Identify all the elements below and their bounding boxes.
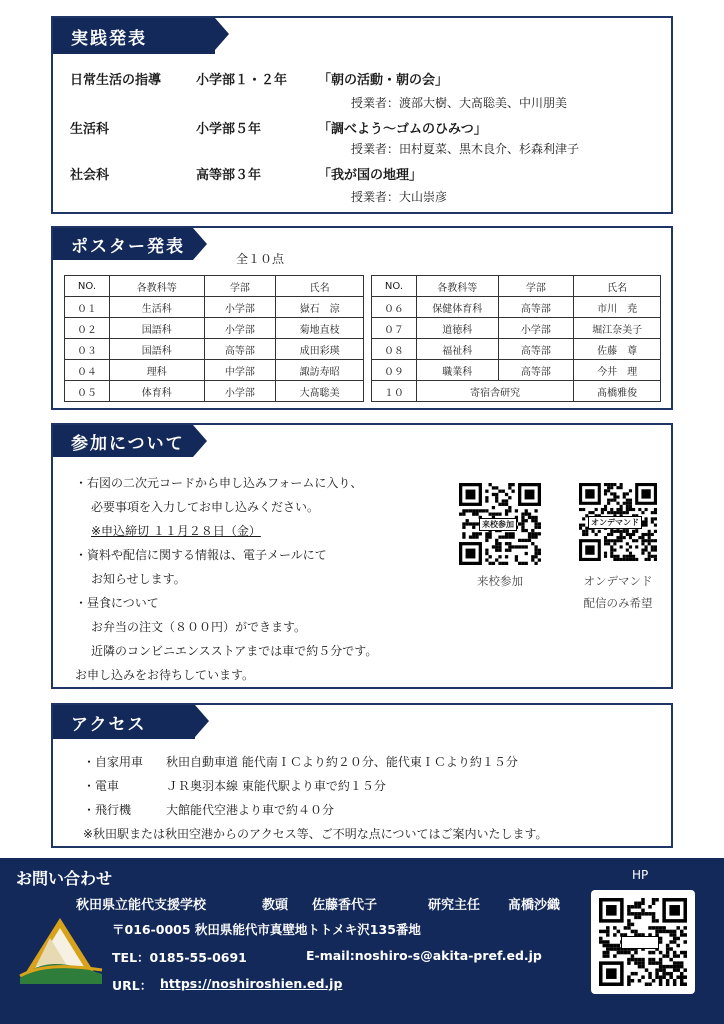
cell-name: 成田彩瑛 (276, 339, 364, 360)
contact-title: お問い合わせ (16, 869, 113, 888)
cell-dept: 高等部 (498, 339, 574, 360)
practice-grade-3: 高等部３年 (196, 168, 262, 183)
cell-no: ０２ (65, 318, 110, 339)
participation-line-1: ・右図の二次元コードから申し込みフォームに入り、 (75, 476, 363, 490)
poster-section (51, 226, 673, 410)
practice-section (51, 16, 673, 214)
cell-name: 菊地直枝 (276, 318, 364, 339)
table-row (65, 381, 364, 402)
table-row (372, 381, 661, 402)
col-header-dept: 学部 (498, 276, 574, 297)
cell-subject: 国語科 (109, 318, 204, 339)
cell-subject: 道徳科 (416, 318, 498, 339)
poster-table-right (371, 275, 661, 402)
access-mode-train: ・電車 (83, 779, 120, 793)
table-row (372, 318, 661, 339)
cell-subject: 福祉科 (416, 339, 498, 360)
cell-dept: 高等部 (204, 339, 276, 360)
access-mode-plane: ・飛行機 (83, 803, 132, 817)
cell-no: ０３ (65, 339, 110, 360)
practice-teachers-1: 授業者：渡部大樹、大髙聡美、中川朋美 (351, 96, 568, 110)
poster-title: ポスター発表 (53, 228, 193, 260)
cell-name: 今井 理 (574, 360, 661, 381)
practice-subject-1: 日常生活の指導 (70, 73, 162, 88)
table-row (372, 339, 661, 360)
access-detail-train: ＪＲ奥羽本線 東能代駅より車で約１５分 (166, 779, 386, 793)
contact-tel: TEL：0185-55-0691 (112, 950, 247, 965)
practice-title: 実践発表 (53, 18, 215, 54)
qr-code-onsite[interactable] (459, 483, 541, 565)
col-header-subject: 各教科等 (416, 276, 498, 297)
cell-no: １０ (372, 381, 417, 402)
contact-person-2: 髙橋沙織 (508, 898, 561, 913)
table-row (65, 339, 364, 360)
table-row (372, 360, 661, 381)
col-header-name: 氏名 (574, 276, 661, 297)
participation-line-5: お知らせします。 (91, 572, 186, 586)
participation-deadline: ※申込締切 １１月２８日（金） (91, 524, 261, 538)
access-mode-car: ・自家用車 (83, 755, 144, 769)
practice-theme-2: 「調べよう～ゴムのひみつ」 (318, 122, 487, 137)
practice-subject-3: 社会科 (70, 168, 110, 183)
col-header-dept: 学部 (204, 276, 276, 297)
cell-dept: 小学部 (204, 381, 276, 402)
practice-grade-1: 小学部１・２年 (196, 73, 288, 88)
table-row (65, 318, 364, 339)
cell-name: 佐藤 尊 (574, 339, 661, 360)
participation-section (51, 423, 673, 689)
contact-person-1: 佐藤香代子 (312, 898, 378, 913)
cell-subject: 職業科 (416, 360, 498, 381)
mountain-logo-icon (16, 914, 104, 988)
poster-count: 全１０点 (236, 252, 285, 266)
cell-dept: 高等部 (498, 360, 574, 381)
practice-theme-1: 「朝の活動・朝の会」 (318, 73, 449, 88)
practice-theme-3: 「我が国の地理」 (318, 168, 423, 183)
cell-name: 市川 尭 (574, 297, 661, 318)
school-logo (16, 914, 104, 988)
cell-no: ０７ (372, 318, 417, 339)
contact-footer (0, 858, 724, 1024)
qr-code-homepage[interactable] (591, 890, 695, 994)
cell-name: 髙橋雅俊 (574, 381, 661, 402)
cell-subject: 体育科 (109, 381, 204, 402)
cell-dept: 小学部 (498, 318, 574, 339)
cell-subject: 生活科 (109, 297, 204, 318)
contact-address: 〒016-0005 秋田県能代市真壁地トトメキ沢135番地 (112, 922, 421, 937)
access-detail-plane: 大館能代空港より車で約４０分 (166, 803, 335, 817)
qr-caption-ondemand-1: オンデマンド (583, 574, 653, 588)
col-header-name: 氏名 (276, 276, 364, 297)
poster-table-left (64, 275, 364, 402)
participation-line-8: 近隣のコンビニエンスストアまでは車で約５分です。 (91, 644, 378, 658)
col-header-no: NO. (65, 276, 110, 297)
qr-caption-onsite: 来校参加 (477, 574, 523, 588)
cell-dept: 小学部 (204, 297, 276, 318)
table-row (65, 360, 364, 381)
cell-no: ０４ (65, 360, 110, 381)
participation-line-9: お申し込みをお待ちしています。 (75, 668, 255, 682)
qr-code-ondemand[interactable] (579, 483, 657, 561)
qr-caption-ondemand-2: 配信のみ希望 (583, 596, 653, 610)
practice-teachers-2: 授業者：田村夏菜、黒木良介、杉森利津子 (351, 142, 580, 156)
qr-label-homepage: 能代支援 (621, 936, 659, 949)
table-header-row (372, 276, 661, 297)
cell-dept: 高等部 (498, 297, 574, 318)
col-header-no: NO. (372, 276, 417, 297)
cell-no: ０５ (65, 381, 110, 402)
table-row (65, 297, 364, 318)
contact-url-link[interactable]: https://noshiroshien.ed.jp (160, 976, 343, 991)
cell-name: 大髙聡美 (276, 381, 364, 402)
cell-subject: 保健体育科 (416, 297, 498, 318)
access-title: アクセス (53, 705, 195, 739)
cell-no: ０８ (372, 339, 417, 360)
access-note: ※秋田駅または秋田空港からのアクセス等、ご不明な点についてはご案内いたします。 (83, 827, 548, 841)
contact-url-label: URL： (112, 978, 153, 993)
cell-name: 堀江奈美子 (574, 318, 661, 339)
cell-dept: 小学部 (204, 318, 276, 339)
cell-subject: 国語科 (109, 339, 204, 360)
contact-email[interactable]: E-mail:noshiro-s@akita-pref.ed.jp (306, 948, 542, 963)
participation-line-2: 必要事項を入力してお申し込みください。 (91, 500, 320, 514)
cell-name: 諏訪寿昭 (276, 360, 364, 381)
contact-role-2: 研究主任 (428, 898, 481, 913)
practice-teachers-3: 授業者：大山崇彦 (351, 190, 448, 204)
cell-no: ０６ (372, 297, 417, 318)
practice-grade-2: 小学部５年 (196, 122, 262, 137)
cell-subject-merged: 寄宿舎研究 (416, 381, 573, 402)
cell-no: ０９ (372, 360, 417, 381)
cell-subject: 理科 (109, 360, 204, 381)
participation-line-6: ・昼食について (75, 596, 159, 610)
cell-no: ０１ (65, 297, 110, 318)
hp-label: HP (632, 868, 649, 882)
practice-subject-2: 生活科 (70, 122, 110, 137)
participation-line-4: ・資料や配信に関する情報は、電子メールにて (75, 548, 327, 562)
qr-label-ondemand: オンデマンド (588, 516, 642, 529)
qr-label-onsite: 来校参加 (479, 518, 517, 531)
table-header-row (65, 276, 364, 297)
contact-school: 秋田県立能代支援学校 (76, 898, 207, 913)
cell-dept: 中学部 (204, 360, 276, 381)
col-header-subject: 各教科等 (109, 276, 204, 297)
cell-name: 嶽石 涼 (276, 297, 364, 318)
table-row (372, 297, 661, 318)
access-section (51, 703, 673, 848)
contact-role-1: 教頭 (262, 898, 289, 913)
access-detail-car: 秋田自動車道 能代南ＩＣより約２０分、能代東ＩＣより約１５分 (166, 755, 518, 769)
participation-line-7: お弁当の注文（８００円）ができます。 (91, 620, 307, 634)
participation-title: 参加について (53, 425, 193, 457)
